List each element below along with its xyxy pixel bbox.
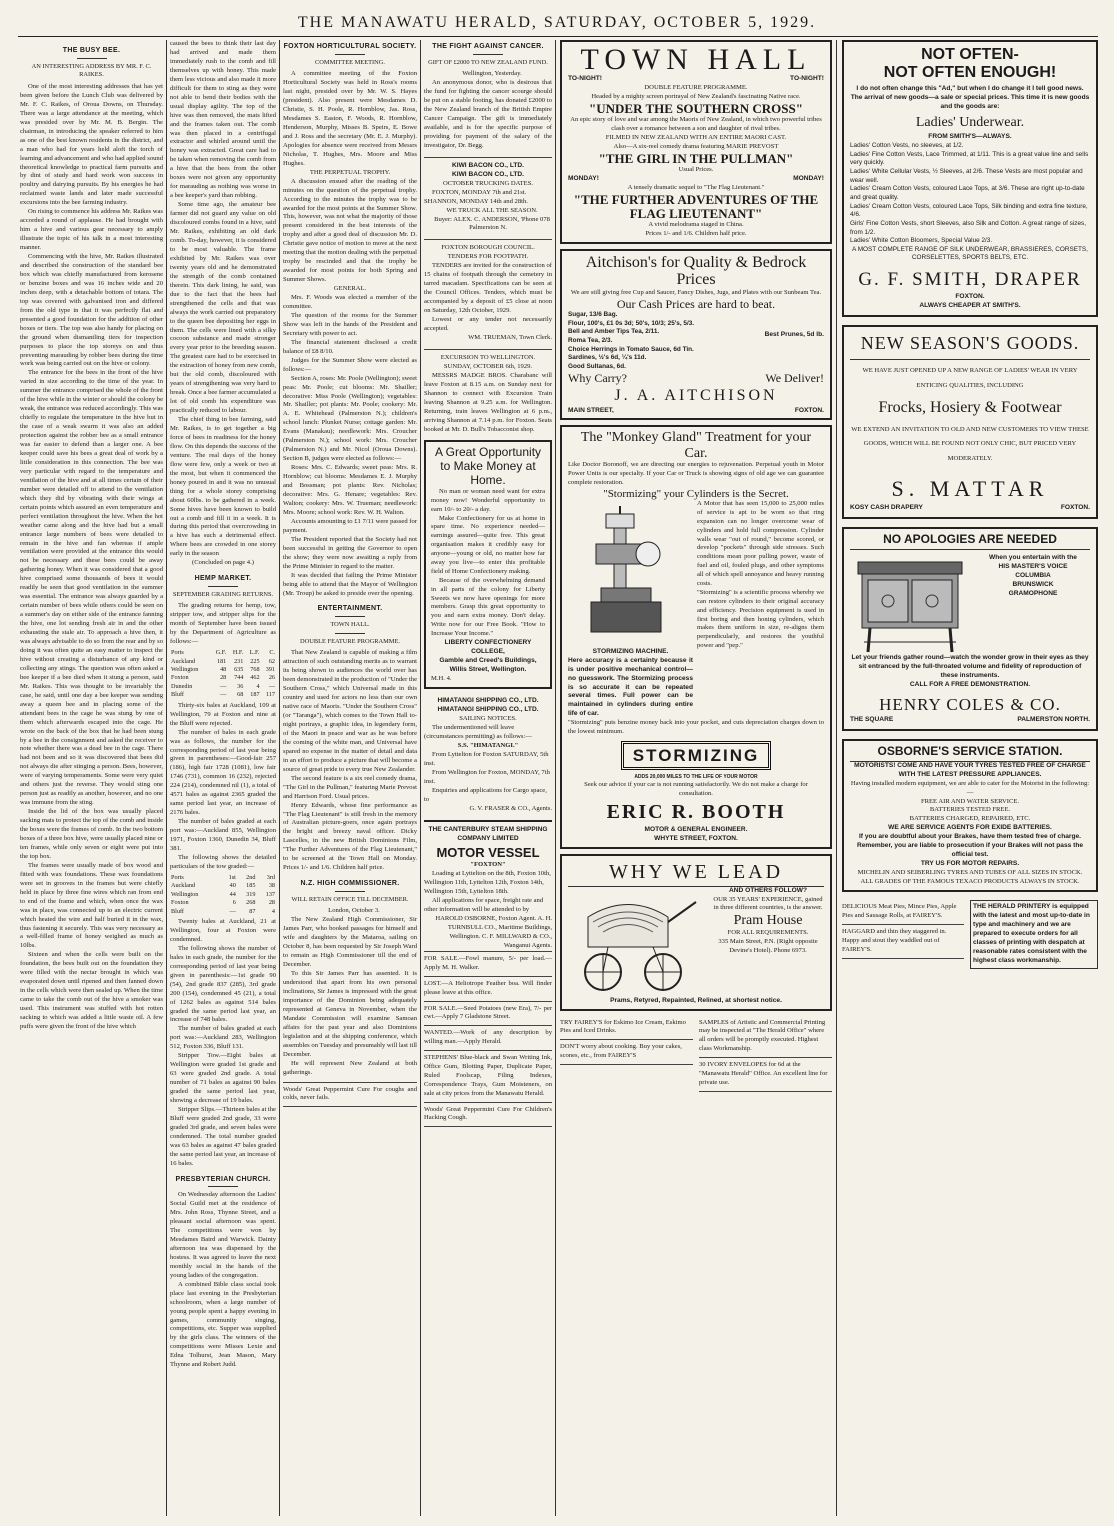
ad-subtitle: "Stormizing" your Cylinders is the Secret. bbox=[603, 487, 789, 500]
article-paragraph: caused the bees to think their last day had arrived and made them immediately rush to the comb and fill themselves up with honey. This made them less vicious and also made it more difficult for them to sting as they were not able to bend their bodies with the usual display agility. The top of the hive was then removed, the mats lifted and the frames taken out. The comb was then placed in a centrifugal extractor and whirled around until the honey was extracted. Great care had to be taken when removing the comb from a hive that the bees from the other boxes were not given any opportunity for marauding as nothing was worse in a bee keeper's yard than robbing. bbox=[170, 40, 276, 200]
article-paragraph: The chief thing in bee farming, said Mr. Raikes, is to get together a big force of bees in readiness for the honey flow. On this depends the success of the venture. The real days of the honey flow were few, only a week or two at the most, but when it commenced the honey poured in and it was no unusual thing for a whole storey comprising about 60lbs. to be gathered in a week. Some hives have been known to build out a comb and fill it in a week. It is during this period that overcrowding in a hive has such a detrimental effect. Where bees are crowded in one storey early in the season bbox=[170, 416, 276, 558]
ad-text: Headed by a mighty screen portrayal of New Zealand's fascinating Native race. bbox=[591, 92, 801, 100]
ad-text: MOTORISTS! COME AND HAVE YOUR TYRES TESTED FREE OF CHARGE WITH THE LATEST PRESSURE APPLIANCES. bbox=[854, 762, 1086, 778]
table-row: Wellington 44 319 137 bbox=[171, 890, 275, 898]
ad-title: NEW SEASON'S GOODS. bbox=[850, 331, 1090, 360]
list-item: Ladies' White Cotton Bloomers, Special Value 2/3. bbox=[850, 237, 993, 245]
ad-company: Pram House bbox=[733, 913, 803, 929]
ad-text: Having installed modern equipment, we are able to cater for the Motorist in the following:— bbox=[850, 779, 1090, 796]
article-paragraph: Commencing with the hive, Mr. Raikes illustrated and described the construction of the standard bee box which was chiefly manufactured from kerosene or benzine boxes and was 16 inches wide and 20 inches deep, with a detachable bottom of totara. The top was covered with galvanised iron and differed from the old type in that it was perfectly flat and presented a good foundation for the addition of other boxes or tiers. The top was also handy for placing on the ground when dismantling tiers for inspection purposes to place the top storeys on and thus preventing marauding by robber bees during the time work was being carried out on the hive or colony. bbox=[20, 253, 163, 368]
ad-company: ERIC R. BOOTH bbox=[606, 800, 786, 823]
canterbury-steam-ad bbox=[424, 820, 552, 951]
gramophone-cabinet-illustration bbox=[850, 554, 970, 654]
ad-text: FROM SMITH'S—ALWAYS. bbox=[928, 133, 1012, 141]
ad-title: NOT OFTEN- bbox=[921, 46, 1019, 63]
ad-text: MICHELIN AND SEIBERLING TYRES AND TUBES OF ALL SIZES IN STOCK. bbox=[857, 868, 1083, 876]
ad-text: Also—A six-reel comedy drama featuring MARIE PREVOST bbox=[613, 142, 779, 150]
ad-text: We are still giving free Cup and Saucer, Fancy Dishes, Jugs, and Plates with our Sunbeam Tea. bbox=[570, 289, 822, 297]
kiwi-bacon-ad bbox=[424, 157, 552, 234]
ad-text: WM. TRUEMAN, Town Clerk. bbox=[468, 333, 552, 341]
ad-text: A vivid melodrama staged in China. bbox=[648, 221, 744, 229]
cancer-heading: THE FIGHT AGAINST CANCER. bbox=[432, 43, 544, 50]
commissioner-subheading: WILL RETAIN OFFICE TILL DECEMBER. bbox=[291, 895, 409, 903]
ad-text: HAROLD OSBORNE, Foxton Agent. A. H. TURNBULL CO., Maritime Buildings, Wellington. C. F. MILLWARD & CO., Wanganui Agents. bbox=[435, 915, 552, 950]
ad-text: KOSY CASH DRAPERY bbox=[850, 504, 923, 512]
ad-text: Enquiries and applications for Cargo space, to bbox=[424, 787, 547, 803]
article-paragraph: Judges for the Summer Show were elected as follows:— bbox=[283, 356, 417, 373]
ad-address: FOXTON. bbox=[1060, 504, 1090, 512]
ad-title: TOWN HALL bbox=[580, 43, 812, 76]
hemp-paragraph: The following shows the detailed particulars of the tow graded:— bbox=[170, 853, 276, 870]
table-row: Auckland 181 231 225 62 bbox=[171, 657, 275, 665]
list-item: Girls' Fine Cotton Vests, short Sleeves, also Silk and Cotton. A great range of sizes, from 1/2. bbox=[850, 219, 1087, 236]
town-hall-ad bbox=[560, 40, 832, 244]
list-item: Ladies' Cream Cotton Vests, coloured Lace Tops, Silk binding and extra fine texture, 4/6. bbox=[850, 202, 1088, 219]
classified-ad: LOST.—A Heliotrope Feather boa. Will finder please leave at this office. bbox=[424, 977, 552, 1002]
brand-name: BRUNSWICK bbox=[1012, 580, 1054, 588]
excursion-ad bbox=[424, 349, 552, 435]
ad-subtitle: OCTOBER TRUCKING DATES. bbox=[442, 179, 534, 187]
ad-title: KIWI BACON CO., LTD. bbox=[451, 161, 525, 169]
article-paragraph: Accounts amounting to £1 7/11 were passed for payment. bbox=[283, 517, 417, 534]
table-row: Dunedin — 36 4 — bbox=[171, 682, 275, 690]
ad-text: The undermentioned will leave (circumstances permitting) as follows:— bbox=[424, 724, 532, 741]
article-paragraph: A committee meeting of the Foxton Horticultural Society was held in Ross's rooms last night, presided over by Mr. W. S. Hayes (president). Also present were Mesdames D. Christie, S. H. Poole, R. Hornblow, Jas. Ross, Mesdames S. Easton, F. Woods, R. Hornblow, Henderson, Murphy, Misses B. Speirs, E. Bowe and J. Ross and the secretary (Mr. E. J. Murphy). Apologies for absence were received from Messrs Nicholas, T. Hughes, Mrs. Moore and Miss Hughes. bbox=[283, 70, 417, 167]
ad-text: WE HAVE JUST OPENED UP A NEW RANGE OF LADIES' WEAR IN VERY ENTICING QUALITIES, INCLUDING bbox=[862, 367, 1078, 389]
column-2 bbox=[170, 40, 276, 1516]
ad-text: MONDAY! bbox=[793, 174, 824, 182]
hemp-paragraph: Stripper Slips.—Thirteen bales at the Bluff were graded 2nd grade, 33 were graded 3rd grade, and seven bales were condemned. The total number graded was 63 bales as against 47 bales graded the same period last year, an increase of 16 bales. bbox=[170, 1105, 276, 1167]
table-row: Foxton 6 268 28 bbox=[171, 899, 275, 907]
ad-slogan: ALWAYS CHEAPER AT SMITH'S. bbox=[919, 301, 1021, 309]
ad-text: S.S. "HIMATANGI." bbox=[457, 742, 519, 750]
ad-text: Usual Prices. bbox=[678, 165, 714, 173]
ad-company: S. MATTAR bbox=[891, 476, 1049, 502]
list-item: Ladies' Fine Cotton Vests, Lace Trimmed, at 1/11. This is a great value line and sells very quickly. bbox=[850, 150, 1089, 167]
classified-ad: FOR SALE.—Fowl manure, 5/- per load.—Apply M. H. Walker. bbox=[424, 951, 552, 977]
hemp-paragraph: The following shows the number of bales in each grade, the number for the corresponding period of last year being given in parenthesis:—1st grade 90 (54), 2nd grade 837 (285), 3rd grade 200 (154), condemned 45 (21), a total of 1262 bales as against 514 bales graded the same period last year, an increase of 748 bales. bbox=[170, 944, 276, 1024]
ad-title: KIWI BACON CO., LTD. bbox=[451, 170, 525, 178]
ad-text: A Motor that has seen 15,000 to 25,000 miles of service is apt to be worn so that ring expansion can no longer overcome wear of cylinders and hold full compression. Cylinder walls wear "out of round," become scored, or develop "pockets" through side stresses. Such conditions mean poor pulling power, waste of fuel and oil, fouled plugs, and other symptoms all of which spell annoyance and heavy running costs. bbox=[697, 500, 824, 588]
entertainment-subheading: DOUBLE FEATURE PROGRAMME. bbox=[300, 637, 400, 645]
section-label: THE PERPETUAL TROPHY. bbox=[309, 168, 391, 176]
list-item: Ladies' Cotton Vests, no sleeves, at 1/2. bbox=[850, 142, 964, 150]
illustration-caption: STORMIZING MACHINE. bbox=[592, 648, 669, 655]
ad-text: FOR ALL REQUIREMENTS. bbox=[727, 928, 809, 936]
article-heading: THE BUSY BEE. bbox=[62, 47, 121, 54]
ad-text: A tensely dramatic sequel to "The Flag Lieutenant." bbox=[627, 183, 765, 191]
ad-text: ADDS 20,000 MILES TO THE LIFE OF YOUR MOTOR bbox=[634, 774, 758, 781]
ad-text: No man or woman need want for extra money now! Wonderful opportunity to earn 10/- to 20/- a day. bbox=[431, 487, 545, 513]
film-title: "UNDER THE SOUTHERN CROSS" bbox=[589, 100, 803, 116]
list-item: Bell and Amber Tips Tea, 2/11. bbox=[568, 328, 660, 336]
ad-address: 335 Main Street, P.N. (Right opposite Devine's Hotel). Phone 6973. bbox=[718, 937, 818, 954]
ad-text: If you are doubtful about your Brakes, have them tested free of charge. Remember, you are liable to prosecution if your Brakes will not pass the official test. bbox=[856, 833, 1084, 858]
ad-company: G. F. SMITH, DRAPER bbox=[858, 269, 1082, 291]
ad-subtitle: SUNDAY, OCTOBER 6th, 1929. bbox=[443, 362, 533, 370]
column-divider bbox=[836, 40, 837, 1516]
ad-text: MESSRS MADGE BROS. Charabanc will leave Foxton at 8.15 a.m. on Sunday next for Shannon to connect with Excursion Train leaving Shannon at 9.25 a.m. for Wellington. Returning, train leaves Wellington at 6 p.m., arriving Shannon at 7.14 p.m. for Foxton. Seats booked at Mr. D. Bull's Tobacconist shop. bbox=[424, 371, 552, 433]
hemp-paragraph: The number of bales graded at each port was:—Auckland 283, Wellington 512, Foxton 336, Bluff 131. bbox=[170, 1025, 276, 1051]
list-item: Ladies' White Cellular Vests, ½ Sleeves, at 2/6. These Vests are most popular and wear well. bbox=[850, 168, 1083, 184]
column-4 bbox=[424, 40, 552, 1516]
why-we-lead-ad bbox=[560, 854, 832, 1011]
list-item: FREE AIR AND WATER SERVICE. bbox=[920, 797, 1020, 805]
article-paragraph: An anonymous donor, who is desirous that the fund for fighting the cancer scourge should be put on a stable footing, has donated £2000 to the New Zealand branch of the British Empire Cancer Campaign. The gift is immediately available, and is for the specific purpose of providing for payment of the salary of the investigator, Dr. Begg. bbox=[424, 79, 552, 149]
article-paragraph: The President reported that the Society had not been successful in getting the Governor to open the show; they were now awaiting a reply from the Prime Minister in regard to the matter. bbox=[283, 535, 417, 570]
ad-text: An epic story of love and war among the Maoris of New Zealand, in which two powerful tribes clash over a romance between a son and daughter of rival tribes. bbox=[570, 115, 822, 132]
article-paragraph: He will represent New Zealand at both gatherings. bbox=[283, 1059, 417, 1076]
church-paragraph: A combined Bible class social took place last evening in the Presbyterian schoolroom, when a large number of young people spent a happy evening in games, community singing, competitions, etc. Supper was supplied by the girls class. The winners of the competitions were Misses Lexie and Edna Tolhurst, Jean Mason, Mary Thynne and Robert Judd. bbox=[170, 1280, 276, 1369]
henry-coles-ad bbox=[842, 527, 1098, 731]
ad-text: DOUBLE FEATURE PROGRAMME. bbox=[644, 83, 748, 91]
article-paragraph: The second feature is a six reel comedy drama, "The Girl in the Pullman," featuring Marie Prevost and Harrison Ford. Usual prices. bbox=[283, 774, 417, 800]
ad-text: All applications for space, freight rate and other information will be attended to by bbox=[424, 897, 544, 914]
entertainment-heading: ENTERTAINMENT. bbox=[317, 605, 383, 613]
ad-text: TENDERS are invited for the construction of 15 chains of footpath through the cemetery in tarred macadam. Specifications can be seen at the Council Offices. Tenders, which must be accompanied by a deposit of £5 close at noon on Saturday, 12th October, 1929. bbox=[424, 262, 552, 315]
classified-ad: HAGGARD and thin they staggered in. Happy and stout they waddled out of FAIREY'S. bbox=[842, 925, 964, 959]
classified-ad: TRY FAIREY'S for Eskimo Ice Cream, Eskimo Pies and Iced Drinks. bbox=[560, 1016, 693, 1041]
article-paragraph: One of the most interesting addresses that has yet been given before the Lunch Club was delivered by Mr. F. C. Raikes, of Oroua Downs, on Thursday. There was a large attendance at the meeting, which was presided over by Mr. M. B. Bergin. The chairman, in introducing the speaker referred to him as one of the best known residents in the district, and a man who had for years held aloft the torch of learning and advancement and who had applied sound theoretical knowledge to practical farm pursuits and by dint of study and hard work won success in poultry and dairying pursuits. By his energies he had reclaimed waste lands and later made successful excursions into the bee farming industry. bbox=[20, 82, 163, 207]
horticultural-heading: FOXTON HORTICULTURAL SOCIETY. bbox=[283, 43, 417, 50]
ad-text: WE TRUCK ALL THE SEASON. bbox=[446, 206, 538, 214]
ad-text: MONDAY! bbox=[568, 174, 599, 182]
ad-address: FOXTON. bbox=[794, 406, 824, 414]
ad-text: Here accuracy is a certainty because it is under positive mechanical control—no guesswork. The Stormizing process is so accurate it can be repeated several times. Full power can be maintained in cylinders during entire life of car. bbox=[568, 656, 693, 718]
column-divider bbox=[166, 40, 167, 1516]
ad-title: NOT OFTEN ENOUGH! bbox=[883, 63, 1057, 81]
ad-title: MOTOR VESSEL bbox=[436, 844, 540, 860]
film-title: "THE FURTHER ADVENTURES OF THE FLAG LIEUTENANT" bbox=[573, 191, 819, 221]
ad-text: Seek our advice if your car is not running satisfactorily. We do not make a charge for consultation. bbox=[584, 780, 808, 797]
classified-ad: DON'T worry about cooking. Buy your cakes, scones, etc., from FAIREY'S bbox=[560, 1040, 693, 1065]
masthead: THE MANAWATU HERALD, SATURDAY, OCTOBER 5, 1929. bbox=[297, 14, 817, 31]
stormizing-machine-illustration bbox=[576, 504, 686, 644]
hemp-paragraph: Stripper Tow.—Eight bales at Wellington were graded 1st grade and 63 were graded 2nd grade. A total number of 71 bales as against 90 bales graded the same period last year, showing a decrease of 19 bales. bbox=[170, 1052, 276, 1105]
article-paragraph: To this Sir James Parr has assented. It is understood that apart from his own personal inclinations, Sir James is impressed with the great importance of the Dominion being adequately represented at Geneva in November, when the Mandate Commission will examine Samoan affairs for the past year and also Dominions legislation and at the shipping conference, which assembles on Tuesday and presumably will last till December. bbox=[283, 970, 417, 1058]
ad-subtitle: SAILING NOTICES. bbox=[459, 715, 517, 723]
list-item: A MOST COMPLETE RANGE OF SILK UNDERWEAR, BRASSIERES, CORSETS, CORSELETTES, SPORTS BELTS, ETC. bbox=[852, 245, 1088, 262]
ad-title: THE CANTERBURY STEAM SHIPPING COMPANY LIMITED bbox=[428, 825, 548, 842]
church-paragraph: On Wednesday afternoon the Ladies' Social Guild met at the residence of Mrs. John Ross, Thynne Street, and a pleasant social afternoon was spent. The competitions were won by Mesdames Baird and Warwick. Dainty afternoon tea was dispensed by the hostess. It was agreed to leave the next monthly social in the hands of the young ladies of the congregation. bbox=[170, 1191, 276, 1279]
article-paragraph: The question of the rooms for the Summer Show was left in the hands of the President and Secretary with power to act. bbox=[283, 311, 417, 337]
table-row: Foxton 28 744 462 26 bbox=[171, 674, 275, 682]
list-item: Sugar, 13/6 Bag. bbox=[568, 311, 618, 319]
ad-text: FILMED IN NEW ZEALAND WITH AN ENTIRE MAORI CAST. bbox=[605, 133, 787, 141]
masthead-rule bbox=[18, 36, 1098, 37]
ad-address: FOXTON. bbox=[955, 292, 985, 300]
dateline: Wellington, Yesterday. bbox=[462, 70, 522, 78]
ad-text: TRY US FOR MOTOR REPAIRS. bbox=[920, 859, 1020, 867]
column-6 bbox=[842, 40, 1098, 1516]
article-paragraph: Roses: Mrs. C. Edwards; sweet peas: Mrs. R. Hornblow; cut blooms: Mesdames E. J. Murphy and Bossman; pot plants: Rev. Nicholas; decorative: Mrs. G. Henare; vegetables: Rev. Walton; cookery: Mrs. W. Trueman; needlework: Mrs. Moore; school work: Rev. W. H. Walton. bbox=[283, 464, 417, 516]
hemp-heading: HEMP MARKET. bbox=[194, 575, 252, 583]
article-paragraph: On rising to commence his address Mr. Raikes was accorded a round of applause. He had brought with him a hive and various gear necessary to amply illustrate the topic of his talk in a most interesting manner. bbox=[20, 208, 163, 252]
aitchison-ad bbox=[560, 249, 832, 421]
hemp-subheading: SEPTEMBER GRADING RETURNS. bbox=[172, 590, 274, 598]
list-item: Sardines, ½'s 6d, ¼'s 11d. bbox=[568, 354, 647, 362]
list-item: Flour, 100's, £1 0s 3d; 50's, 10/3; 25's, 5/3. bbox=[568, 319, 695, 327]
hemp-paragraph: The number of bales in each grade was as follows, the number for the corresponding period of last year being given in parentheses:—Good-fair 257 (186), high fair 1728 (1081), low fair 1746 (731), common 16 (232), rejected 224 (214), condemned nil (1), a total of 4571 bales as against 2365 graded the same period last year, an increase of 2176 bales. bbox=[170, 728, 276, 817]
commissioner-heading: N.Z. HIGH COMMISSIONER. bbox=[300, 880, 400, 888]
ad-title: NO APOLOGIES ARE NEEDED bbox=[850, 533, 1090, 550]
ad-text: Lowest or any tender not necessarily accepted. bbox=[424, 316, 552, 332]
ad-text: I do not often change this "Ad," but when I do change it I tell good news. The arrival of new goods—a sale or special prices. This time it is new goods and the goods are: bbox=[850, 85, 1090, 110]
hemp-paragraph: Thirty-six bales at Auckland, 109 at Wellington, 79 at Foxton and nine at the Bluff were rejected. bbox=[170, 701, 276, 727]
smith-draper-ad bbox=[842, 40, 1098, 317]
classified-ad: Woods' Great Peppermint Cure For Children's Hacking Cough. bbox=[424, 1103, 552, 1128]
article-busy-bee bbox=[20, 40, 163, 1516]
ad-address: PALMERSTON NORTH. bbox=[1017, 715, 1090, 723]
column-divider bbox=[555, 40, 556, 1516]
classified-ad: WANTED.—Work of any description by willing man.—Apply Herald. bbox=[424, 1026, 552, 1051]
church-heading: PRESBYTERIAN CHURCH. bbox=[175, 1175, 271, 1183]
article-paragraph: The financial statement disclosed a credit balance of £8 8/10. bbox=[283, 338, 417, 355]
ad-title: The "Monkey Gland" Treatment for your Car. bbox=[580, 430, 812, 461]
ad-slogan: Why Carry? bbox=[568, 370, 627, 385]
himatangi-ad bbox=[424, 697, 552, 813]
ad-address: Gamble and Creed's Buildings, Willis Street, Wellington. bbox=[439, 656, 537, 673]
list-item: WE ARE SERVICE AGENTS FOR EXIDE BATTERIES. bbox=[888, 824, 1052, 832]
hemp-paragraph: The number of bales graded at each port was:—Auckland 855, Wellington 1971, Foxton 1360, Dunedin 34, Bluff 381. bbox=[170, 818, 276, 852]
ad-text: M.H. 4. bbox=[431, 674, 452, 682]
column-divider bbox=[420, 40, 421, 1516]
table-row: Wellington 48 635 768 391 bbox=[171, 666, 275, 674]
article-paragraph: A discussion ensued after the reading of the minutes on the question of the perpetual trophy. According to the minutes the trophy was to be awarded for the most points at the Summer Show. This, however, was not what the majority of those present considered in the best interests of the trophy and after a good deal of discussion Mr. D. Christie gave notice of motion to move at the next meeting that the motion dealing with the perpetual trophy be rescinded and that the trophy be awarded for most points for both Spring and Summer Shows. bbox=[283, 177, 417, 284]
ad-title: FOXTON BOROUGH COUNCIL. bbox=[441, 244, 535, 252]
ad-text: OUR 35 YEARS' EXPERIENCE, gained in three different countries, is the answer. bbox=[713, 895, 823, 912]
ad-text: Make Confectionery for us at home in spare time. No experience needed—earnings assured—quite free. This great organisation makes it credibly easy for anyone—young or old, no matter how far away you live—to enter this profitable field of Home Confectionery making. bbox=[431, 514, 545, 575]
classified-ad: 30 IVORY ENVELOPES for 6d at the "Manawatu Herald" Office. An excellent line for private use. bbox=[699, 1058, 832, 1092]
ad-slogan: We Deliver! bbox=[765, 370, 824, 385]
ad-title: OSBORNE'S SERVICE STATION. bbox=[850, 745, 1090, 762]
brand-name: GRAMOPHONE bbox=[1008, 589, 1058, 597]
ad-text: G. V. FRASER & CO., Agents. bbox=[469, 804, 552, 812]
list-item: Best Prunes, 5d lb. bbox=[764, 331, 824, 339]
continued-note: (Concluded on page 4.) bbox=[192, 559, 254, 567]
hemp-paragraph: Twenty bales at Auckland, 21 at Wellington, four at Foxton were condemned. bbox=[170, 917, 276, 943]
section-label: GENERAL. bbox=[333, 285, 367, 293]
column-3 bbox=[283, 40, 417, 1516]
article-paragraph: Sixteen and when the cells were built on the foundation, the bees built out on the foundation they were filled with the nectar brought in which was evaporated down until ripened and then fanned down in the cells which were then sealed up. When the time came to take the comb out of the hive a smoker was used. This instrument was stuffed with hot rotten sacking to which was added a little waste oil. A few puffs were given the front of the hive which bbox=[20, 951, 163, 1030]
ad-subtitle: Ladies' Underwear. bbox=[915, 114, 1025, 130]
ad-text: CALL FOR A FREE DEMONSTRATION. bbox=[909, 680, 1031, 688]
osborne-service-ad bbox=[842, 739, 1098, 893]
ad-text: TO-NIGHT! bbox=[790, 75, 824, 82]
article-paragraph: The New Zealand High Commissioner, Sir James Parr, who booked passages for himself and wife and daughters by the Mataroa, sailing on October 8, has been requested by Sir Joseph Ward to remain as High Commissioner till the end of December. bbox=[283, 916, 417, 969]
ad-title: HIMATANGI SHIPPING CO., LTD. bbox=[437, 697, 539, 705]
hemp-table: Ports G.F. H.F. L.F. C. Auckland 181 231 225 62 Wellington 48 635 768 391 Foxton 28 744 462 26 Dunedin — 36 4 — Bluff — 68 187 117 bbox=[171, 649, 275, 699]
classified-ad: DELICIOUS Meat Pies, Mince Pies, Apple Pies and Sausage Rolls, at FAIREY'S. bbox=[842, 900, 964, 925]
ad-subtitle: Frocks, Hosiery & Footwear bbox=[878, 399, 1062, 417]
ad-text: Prices 1/- and 1/6. Children half price. bbox=[645, 229, 747, 237]
confectionery-ad bbox=[424, 440, 552, 689]
article-paragraph: Mrs. F. Woods was elected a member of the committee. bbox=[283, 294, 417, 310]
list-item: Choice Herrings in Tomato Sauce, 6d Tin. bbox=[568, 345, 694, 353]
list-item: BATTERIES CHARGED, REPAIRED, ETC. bbox=[909, 815, 1031, 823]
classified-ad: SAMPLES of Artistic and Commercial Printing may be inspected at "The Herald Office" where all orders will be promptly executed. Highest class Workmanship. bbox=[699, 1016, 832, 1059]
council-tender-ad bbox=[424, 239, 552, 342]
ad-address: THE SQUARE bbox=[850, 715, 894, 723]
list-item: Roma Tea, 2/3. bbox=[568, 337, 613, 345]
ad-title: HIMATANGI SHIPPING CO., LTD. bbox=[437, 706, 539, 714]
table-row: Bluff — 68 187 117 bbox=[171, 691, 275, 699]
list-item: Ladies' Cream Cotton Vests, coloured Lace Tops, at 3/6. These are right up-to-date and great quality. bbox=[850, 185, 1085, 201]
table-row: Auckland 40 185 38 bbox=[171, 882, 275, 890]
article-paragraph: It was decided that failing the Prime Minister being able to attend that the Mayor of Wellington (Mr. Troup) be asked to preside over the opening. bbox=[283, 571, 417, 597]
ad-text: From Lyttelton for Foxton SATURDAY, 5th inst. bbox=[424, 751, 549, 768]
article-paragraph: The frames were usually made of box wood and fitted with wax foundations. These wax foundations were set in grooves in the frames but were chiefly held in place by three fine wires which ran from end to end of the frame and which, when once the wax was in place, was connected up to an electric current which heated the wire and half buried it in the wax, thus fastening it securely. This was very necessary as a well-filled frame of honey weighed as much as 10lbs. bbox=[20, 861, 163, 950]
ad-title: A Great Opportunity to Make Money at Home. bbox=[434, 445, 542, 488]
film-title: "THE GIRL IN THE PULLMAN" bbox=[598, 150, 794, 166]
ad-company: LIBERTY CONFECTIONERY COLLEGE, bbox=[444, 639, 532, 655]
cancer-subheading: GIFT OF £2000 TO NEW ZEALAND FUND. bbox=[428, 58, 548, 66]
ad-subtitle: TENDERS FOR FOOTPATH. bbox=[447, 253, 529, 261]
ad-title: EXCURSION TO WELLINGTON. bbox=[440, 353, 536, 361]
article-paragraph: That New Zealand is capable of making a film attraction of such outstanding merits as to warrant its being shown to audiences the world over has been demonstrated in the production of "Under the Southern Cross," which Universal made in this country and used for actors no less than our own native race of Maoris. "Under the Southern Cross" (or "Taranga"), which comes to the Town Hall to-night portrays, a graphic idea, in legendary form, of the Maori in peace and war as he was before the coming of the white man, and Universal have spared no expense in the matter of detail and data in an effort to produce a picture that will become a source of great pride to every true New Zealander. bbox=[283, 649, 417, 773]
ad-text: ALL GRADES OF THE FAMOUS TEXACO PRODUCTS ALWAYS IN STOCK. bbox=[860, 877, 1080, 885]
table-row: Bluff — 87 4 bbox=[171, 907, 275, 915]
ad-text: AND OTHERS FOLLOW? bbox=[728, 886, 808, 894]
ad-text: Prams, Retyred, Repainted, Relined, at shortest notice. bbox=[610, 996, 782, 1004]
entertainment-subheading: TOWN HALL. bbox=[330, 620, 370, 628]
hemp-paragraph: The grading returns for hemp, tow, stripper tow, and stripper slips for the month of September have been issued by the Department of Agriculture as follows:— bbox=[170, 602, 276, 646]
article-paragraph: Some time ago, the amateur bee farmer did not guard any value on old discoloured combs found in a hive, said Mr. Raikes, exhibiting an old dark comb. To-day, however, it is considered to be most valuable. The frame exhibited by Mr. Raikes was over twenty years old and he demonstrated the strength of the comb contained therein. This dark lining, he said, was due to the fact that the bees had strengthened the cells and that was always the work carried out preparatory to the queen bee depositing her eggs in them. The cells were lined with a silky cocoon substance and made stronger every year prior to the breeding season. The greatest care had to be exercised in the extraction of honey from new comb, but the old comb, discoloured with years of strengthening was very hard to break. Once a bee farmer accumulated a lot of old comb his expenditure was practically reduced to labour. bbox=[170, 201, 276, 415]
brand-name: HIS MASTER'S VOICE bbox=[998, 563, 1068, 571]
classified-ad: STEPHENS' Blue-black and Swan Writing Ink, Office Gum, Blotting Paper, Duplicate Paper, Ruled Foolscap, Filing Indexes, Correspondence Trays, Gum Moisteners, on sale at city prices from the Manawatu Herald. bbox=[424, 1051, 552, 1102]
ad-text: Buyer: ALEX. C. ANDERSON, 'Phone 078 Palmerston N. bbox=[434, 215, 550, 232]
ad-title: Aitchison's for Quality & Bedrock Prices bbox=[585, 253, 807, 289]
article-paragraph: Section A, roses: Mr. Poole (Wellington); sweet peas: Mr. Poole; cut blooms: Mr. Shailler; decorative: Miss Poole (Wellington); vegetables: Mr. Shailler; pot plants: Mr. Poole; cookery: Mr. A. E. Whitehead (Palmerston N.); children's school lunch: Plunket Nurse; cottage garden: Mr. Evans (Manakau); needlework: Mrs. Croucher (Palmerston N.); school work: Mrs. Croucher (Palmerston N.) and Mr. Nicol (Oroua Downs). Section B, judges were elected as follows:— bbox=[283, 374, 417, 463]
monkey-gland-ad bbox=[560, 425, 832, 848]
ad-company: J. A. AITCHISON bbox=[614, 386, 778, 404]
pram-illustration bbox=[568, 887, 708, 997]
ad-text: FOXTON, MONDAY 7th and 21st. SHANNON, MONDAY 14th and 28th. bbox=[424, 188, 528, 205]
ad-text: MOTOR & GENERAL ENGINEER. bbox=[644, 825, 748, 833]
article-paragraph: Inside the lid of the box was usually placed sacking mats to protect the top of the comb and inside the boxes were the frames of comb. In the two bottom boxes of a three box hive, were usually placed nine or ten frames, while only seven or eight were put into the top box. bbox=[20, 808, 163, 860]
ad-text: "Stormizing" puts benzine money back into your pocket, and cuts depreciation charges down to the lowest minimum. bbox=[568, 719, 824, 736]
ad-text: Because of the overwhelming demand in all parts of the colony for Liberty Sweets we now have openings for more members. Grasp this great opportunity to you and earn extra money. Don't delay. Write now for our Free Book. "How to Increase Your Income." bbox=[431, 576, 545, 638]
stormizing-logo: STORMIZING bbox=[621, 741, 771, 770]
ad-title: WHY WE LEAD bbox=[568, 859, 824, 887]
column-divider bbox=[279, 40, 280, 1516]
ad-text: TO-NIGHT! bbox=[568, 75, 602, 82]
brand-name: COLUMBIA bbox=[1015, 572, 1051, 580]
tow-table: Ports 1st 2nd 3rd Auckland 40 185 38 Wellington 44 319 137 Foxton 6 268 28 Bluff — 87 4 bbox=[171, 873, 275, 915]
column-5 bbox=[560, 40, 832, 1516]
ad-text: Let your friends gather round—watch the wonder grow in their eyes as they sit entranced by the full-throated volume and fidelity of reproduction of these instruments. bbox=[851, 654, 1089, 680]
ad-subtitle: Our Cash Prices are hard to beat. bbox=[616, 296, 776, 311]
dateline: London, October 3. bbox=[328, 907, 380, 915]
list-item: Good Sultanas, 6d. bbox=[568, 362, 626, 370]
ad-text: "Stormizing" is a scientific process whereby we can restore cylinders to their original accuracy and efficiency. Precision equipment is used in first boring and then honing cylinders, which makes them uniform in size, re-aligns them perpendicularly, and restores the youthful power and "pep." bbox=[697, 588, 824, 650]
ad-address: WHYTE STREET, FOXTON. bbox=[654, 834, 738, 842]
list-item: BATTERIES TESTED FREE. bbox=[929, 806, 1011, 814]
ad-company: HENRY COLES & CO. bbox=[879, 694, 1061, 714]
ad-text: WE EXTEND AN INVITATION TO OLD AND NEW CUSTOMERS TO VIEW THESE GOODS, WHICH WILL BE FOUND NOT ONLY CHIC, BUT PRICED VERY MODERATELY. bbox=[851, 425, 1089, 462]
peppermint-ad: Woods' Great Peppermint Cure For coughs and colds, never fails. bbox=[283, 1082, 417, 1108]
printery-ad: THE HERALD PRINTERY is equipped with the latest and most up-to-date in type and machinery and we are prepared to execute orders for all classes of printing with despatch at reasonable rates consistent with the highest class workmanship. bbox=[970, 900, 1098, 968]
mattar-ad bbox=[842, 325, 1098, 519]
price-list bbox=[568, 311, 694, 371]
ad-address: MAIN STREET, bbox=[568, 406, 614, 414]
classified-ad: FOR SALE.—Seed Potatoes (new Era), 7/- per cwt.—Apply 7 Gladstone Street. bbox=[424, 1002, 552, 1027]
horticultural-subheading: COMMITTEE MEETING. bbox=[315, 58, 385, 66]
article-subheading: AN INTERESTING ADDRESS BY MR. F. C. RAIKES. bbox=[31, 62, 152, 79]
ad-subtitle: "FOXTON" bbox=[470, 861, 506, 869]
ad-text: From Wellington for Foxton, MONDAY, 7th inst. bbox=[424, 769, 550, 786]
article-paragraph: Henry Edwards, whose fine performance as "The Flag Lieutenant" is still fresh in the memory of Australian picture-goers, once again portrays the bright and breezy naval officer. Dicky Lascelles, in the new British Dominions Film, "The Further Adventures of the Flag Lieutenant," to be screened at the Town Hall on Monday. Prices 1/- and 1/6. Children half price. bbox=[283, 801, 417, 872]
ad-text: Like Doctor Boronoff, we are directing our energies to rejuvenation. Perpetual youth in Motor Power Units is our specialty. If your Car or Truck is showing signs of old age we can guarantee complete restoration. bbox=[568, 461, 824, 487]
ad-text: When you entertain with the bbox=[989, 554, 1077, 562]
article-paragraph: The entrance for the bees in the front of the hive varied in size according to the time of the year. In summer the entrance comprised the whole of the front of the hive while in the winter or should the colony be weak, the entrance was reduced accordingly. This was chiefly to regulate the temperature in the hive but in the case of a weak swarm it was also an added protection against the robber bee as a small entrance was far easier to defend than a larger one. A bee keeper could save his bees a great deal of work by a little consideration in this connection. The bee was very particular with regard to the temperature and ventilation of the hive and at all times certain of their number were detailed off to attend to the ventilation which they did by vibrating with their wings at certain points which assured an even temperature and perfect ventilation throughout the hive. When the hot weather came along and the hive had but a small entrance large numbers of bees were detailed to remain in the hive and fan whereas if ample ventilation were provided at the entrance this would not be necessary and these bees could be away gathering honey. When it was considered that a good hive comprised some thousands of bees it would readily be seen that good ventilation in the summer was essential. The entrance was always guarded by a certain number of bees while others could be seen on a summer's day on either side of the entrance fanning the hive, one lot sending fresh air in and the other exhausting the stale air. To approach a hive then, it was always advisable to do so from the rear and by so doing it was often quite an easy matter to inspect the hive without creating a disturbance of any kind or collecting any stings. The question was often asked a bee keeper if a bee died when it stung a person, said Mr. Raikes. This was thought to be invariably the case, he said, until one day a bee keeper was sending away a queen bee and in placing some of the attendant bees in the cage he was stung by one of them which afterwards escaped into the cage. He wrote on the back of the box that he had been stung by a bee in the consignment and asked the receiver to note whether there was a dead bee in the cage. There had not been and so it was discovered that bees did not always die after stinging a person. Bees, however, were of varying temperaments. Some were very quiet and others just the reverse. They would sting one person just as readily as another, however, and no one was immune from the sting. bbox=[20, 369, 163, 807]
ad-text: Loading at Lyttelton on the 8th, Foxton 10th, Wellington 11th, Lyttelton 12th, Foxton 14th, Wellington 15th, Lyttelton 18th. bbox=[424, 870, 551, 896]
